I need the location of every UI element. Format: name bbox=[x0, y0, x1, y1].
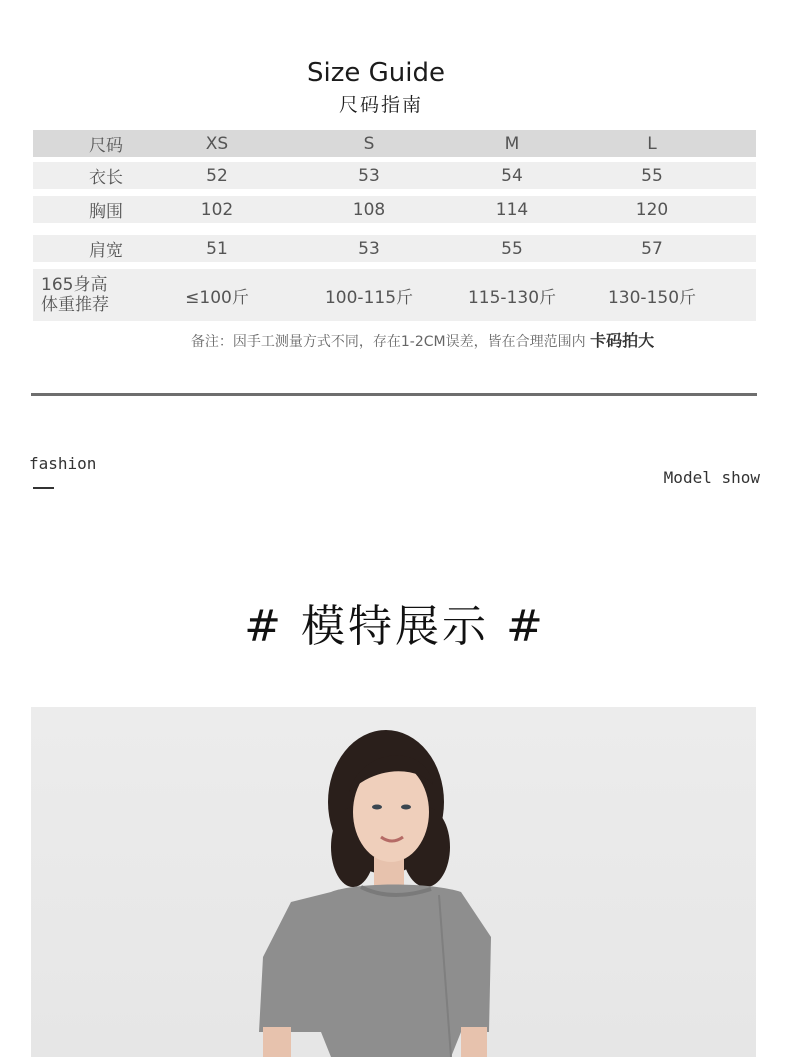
table-cell: 100-115斤 bbox=[324, 287, 414, 308]
header-cell: M bbox=[504, 133, 520, 154]
model-show-label: Model show bbox=[663, 468, 760, 487]
row-label: 衣长 bbox=[89, 168, 123, 188]
model-showcase-heading: # 模特展示 # bbox=[244, 601, 546, 652]
table-cell: ≤100斤 bbox=[185, 287, 249, 308]
table-cell: 120 bbox=[635, 199, 669, 220]
note-emphasis: 卡码拍大 bbox=[590, 331, 655, 350]
model-illustration bbox=[31, 707, 756, 1057]
table-cell: 54 bbox=[501, 165, 523, 186]
model-photo bbox=[31, 707, 756, 1057]
table-cell: 51 bbox=[206, 238, 228, 259]
table-cell: 53 bbox=[358, 238, 380, 259]
table-cell: 130-150斤 bbox=[607, 287, 697, 308]
table-row bbox=[33, 235, 756, 262]
table-cell: 53 bbox=[358, 165, 380, 186]
size-table-header bbox=[33, 130, 756, 157]
header-cell: L bbox=[647, 133, 657, 154]
size-note bbox=[0, 328, 790, 351]
weight-row-label: 165身高 体重推荐 bbox=[41, 275, 109, 315]
table-cell: 114 bbox=[495, 199, 529, 220]
note-text: 备注：因手工测量方式不同，存在1-2CM误差，皆在合理范围内 bbox=[190, 334, 586, 350]
table-cell: 108 bbox=[352, 199, 386, 220]
section-divider bbox=[31, 393, 757, 396]
table-cell: 55 bbox=[641, 165, 663, 186]
fashion-label: fashion bbox=[29, 454, 97, 473]
header-cell: 尺码 bbox=[89, 136, 123, 156]
row-label: 胸围 bbox=[89, 202, 123, 222]
size-guide-subtitle: 尺码指南 bbox=[338, 94, 423, 116]
table-row bbox=[33, 196, 756, 223]
weight-recommendation-row bbox=[33, 269, 756, 321]
table-row bbox=[33, 162, 756, 189]
table-cell: 57 bbox=[641, 238, 663, 259]
header-cell: XS bbox=[205, 133, 229, 154]
size-guide-title: Size Guide bbox=[307, 58, 445, 88]
row-label: 肩宽 bbox=[89, 241, 123, 261]
fashion-underline bbox=[33, 487, 54, 489]
table-cell: 52 bbox=[206, 165, 228, 186]
table-cell: 102 bbox=[200, 199, 234, 220]
table-cell: 55 bbox=[501, 238, 523, 259]
table-cell: 115-130斤 bbox=[467, 287, 557, 308]
header-cell: S bbox=[363, 133, 375, 154]
